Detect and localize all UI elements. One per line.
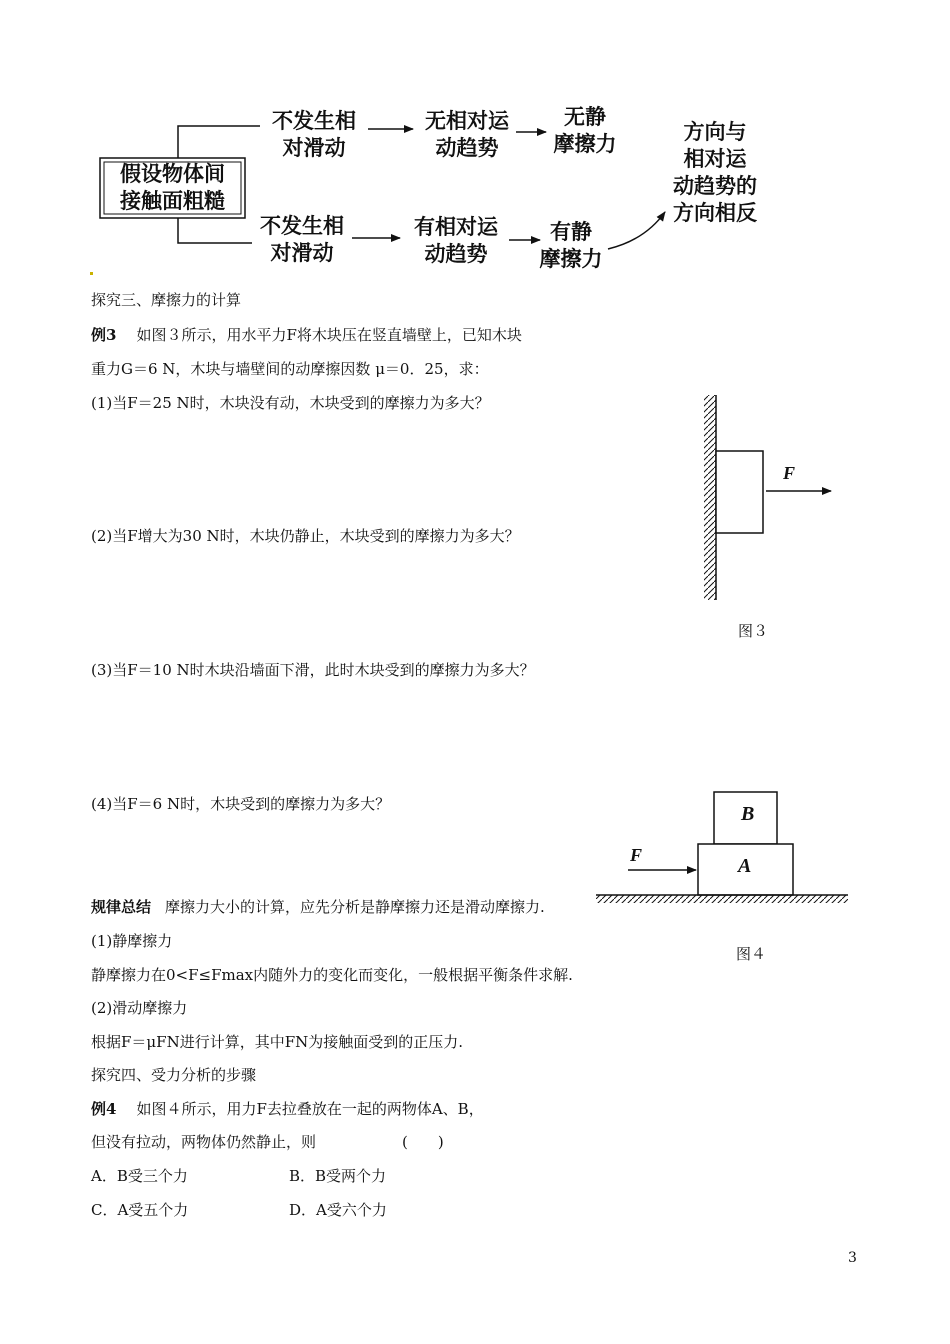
bottom-result-line-1: 有静 [550,220,592,244]
start-line-2: 接触面粗糙 [120,189,225,213]
example3-line-2: 重力G＝6 N，木块与墙壁间的动摩擦因数 μ＝0．25，求： [91,360,489,378]
figure3-caption: 图３ [738,622,769,640]
figure4-caption: 图４ [736,945,767,963]
speck [90,272,93,275]
top-condition-line-1: 不发生相 [272,109,356,133]
bottom-trend-line-1: 有相对运 [414,215,498,239]
sliding-friction-text: 根据F＝μFN进行计算，其中FN为接触面受到的正压力. [91,1033,463,1051]
example4-line-1 [91,1099,484,1119]
top-result-line-1: 无静 [564,105,606,129]
wall-hatch [704,395,716,600]
arrow-curve [608,212,665,249]
summary-label: 规律总结 [91,898,152,916]
ground-hatch [596,895,848,903]
example4-label: 例4 [91,1100,117,1118]
summary-text: 摩擦力大小的计算，应先分析是静摩擦力还是滑动摩擦力. [165,898,545,916]
answer-paren: ( ) [402,1133,444,1151]
option-c: C．A受五个力 [91,1201,189,1219]
bottom-result-line-2: 摩擦力 [539,247,603,271]
direction-line-1: 方向与 [683,120,747,144]
direction-line-2: 相对运 [683,147,747,171]
figure-3 [690,390,850,605]
option-d: D．A受六个力 [289,1201,387,1219]
example4-line-2: 但没有拉动，两物体仍然静止，则 [91,1133,317,1151]
example3-text-1: 如图３所示，用水平力F将木块压在竖直墙壁上，已知木块 [136,326,522,344]
block-b-label: B [741,803,755,825]
figure4-force-label: F [630,845,643,865]
bottom-trend-line-2: 动趋势 [424,242,488,266]
flowchart [0,0,950,280]
option-a: A．B受三个力 [91,1167,188,1185]
section3-heading: 探究三、摩擦力的计算 [91,291,242,309]
branch-top-line [178,126,260,158]
block-a-label: A [738,855,752,877]
direction-node [662,119,768,227]
question-2: (2)当F增大为30 N时，木块仍静止，木块受到的摩擦力为多大？ [91,527,520,545]
page-number: 3 [848,1250,857,1266]
static-friction-title: (1)静摩擦力 [91,932,173,950]
direction-line-3: 动趋势的 [673,174,757,198]
start-line-1: 假设物体间 [120,162,225,186]
top-result-line-2: 摩擦力 [553,132,617,156]
question-4: (4)当F＝6 N时，木块受到的摩擦力为多大？ [91,795,391,813]
sliding-friction-title: (2)滑动摩擦力 [91,999,188,1017]
direction-line-4: 方向相反 [673,201,757,225]
branch-bottom-line [178,218,252,243]
top-condition-line-2: 对滑动 [282,136,346,160]
start-node [100,161,245,215]
bottom-condition-line-1: 不发生相 [260,214,344,238]
figure3-force-label: F [783,463,796,483]
top-trend-line-1: 无相对运 [425,109,509,133]
question-3: (3)当F＝10 N时木块沿墙面下滑，此时木块受到的摩擦力为多大？ [91,661,535,679]
section4-heading: 探究四、受力分析的步骤 [91,1066,257,1084]
top-trend-node [414,108,520,162]
option-b: B．B受两个力 [289,1167,387,1185]
top-trend-line-2: 动趋势 [435,136,499,160]
example3-label: 例3 [91,326,117,344]
bottom-result-node [528,219,614,273]
question-1: (1)当F＝25 N时，木块没有动，木块受到的摩擦力为多大？ [91,394,490,412]
summary-line [91,897,545,917]
bottom-condition-node [247,213,357,267]
top-condition-node [258,108,370,162]
top-result-node [542,104,628,158]
static-friction-text: 静摩擦力在0<F≤Fmax内随外力的变化而变化，一般根据平衡条件求解. [91,966,573,984]
example3-line-1 [91,325,522,345]
bottom-trend-node [403,214,509,268]
wood-block [716,451,763,533]
example4-text-1: 如图４所示，用力F去拉叠放在一起的两物体A、B， [136,1100,484,1118]
bottom-condition-line-2: 对滑动 [270,241,334,265]
